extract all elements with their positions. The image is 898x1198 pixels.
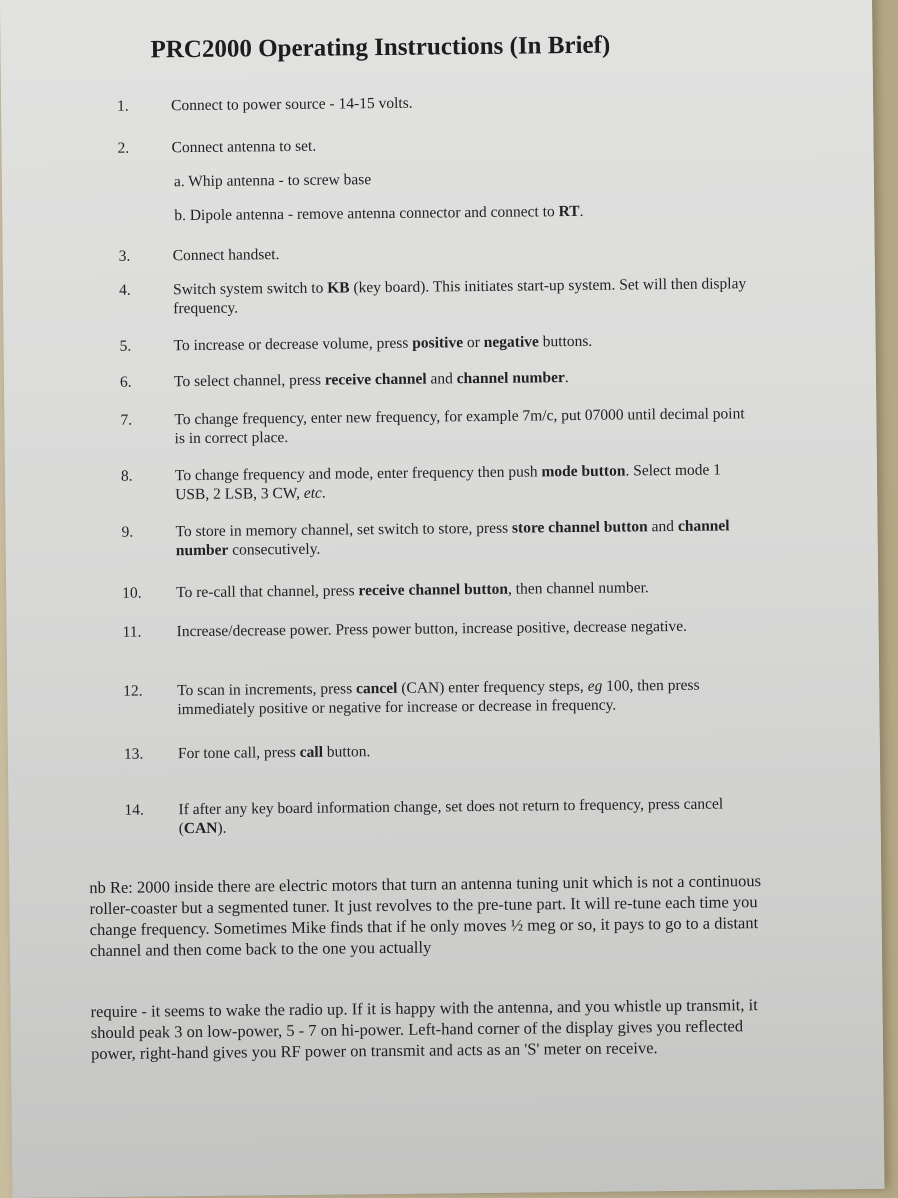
text-run: To change frequency, enter new frequency, for example 7m/c, put 07000 until decimal point is in correct place. — [174, 405, 745, 448]
text-run: b. Dipole antenna - remove antenna connector and connect to — [174, 203, 559, 225]
item-number: 4. — [118, 281, 131, 299]
text-run: To increase or decrease volume, press — [173, 334, 413, 355]
text-run: . — [579, 202, 584, 220]
list-item — [6, 577, 766, 602]
text-run: Connect handset. — [172, 246, 280, 265]
text-run: (key board). This initiates start-up system. Set will then display frequency. — [173, 275, 747, 318]
sub-item-dipole — [174, 203, 583, 225]
note-paragraph: require - it seems to wake the radio up. If it is happy with the antenna, and you whistle up transmit, it should peak 3 on low-power, 5 - 7 on hi-power. Left-hand corner of the display gives you reflected power, right-hand gives you RF power on transmit and acts as an 'S' meter on receive. — [90, 995, 758, 1064]
text-run: or — [462, 333, 484, 352]
list-item — [5, 460, 765, 504]
text-run: ). — [217, 819, 227, 837]
item-text — [178, 794, 753, 838]
bold-text: receive channel — [324, 370, 427, 389]
sub-item-whip — [174, 171, 371, 191]
item-number: 9. — [121, 523, 134, 541]
item-number: 8. — [120, 467, 133, 485]
item-text — [177, 616, 752, 641]
item-text — [176, 577, 751, 602]
item-number: 6. — [119, 373, 132, 391]
item-text — [175, 516, 750, 560]
text-run: Switch system switch to — [172, 279, 328, 299]
bold-text: store channel button — [511, 518, 648, 537]
list-item — [3, 274, 763, 318]
italic-text: etc — [303, 484, 322, 502]
list-item — [4, 330, 764, 355]
text-run: For tone call, press — [177, 743, 300, 763]
item-text — [175, 460, 750, 504]
text-run: button. — [322, 743, 371, 761]
list-item — [7, 616, 767, 641]
text-run: Connect antenna to set. — [171, 137, 317, 157]
text-run: . — [321, 484, 326, 502]
bold-text: cancel — [355, 679, 398, 698]
text-run: and — [426, 370, 457, 388]
page-title: PRC2000 Operating Instructions (In Brief) — [150, 31, 611, 64]
item-number: 12. — [123, 682, 143, 700]
list-item — [4, 366, 764, 391]
list-item — [4, 404, 764, 448]
text-run: To scan in increments, press — [177, 680, 357, 700]
bold-text: channel number — [175, 517, 730, 560]
bold-text: KB — [327, 279, 350, 297]
text-run: If after any key board information change, set does not return to frequency, press cancel ( — [178, 795, 724, 838]
bold-text: call — [299, 743, 324, 761]
text-run: (CAN) enter frequency steps, — [397, 677, 588, 697]
item-number: 3. — [118, 247, 131, 265]
bold-text: RT — [558, 202, 580, 221]
item-number: 1. — [117, 97, 129, 115]
text-run: To store in memory channel, set switch to store, press — [175, 519, 513, 541]
text-run: , then channel number. — [507, 579, 649, 598]
text-run: To change frequency and mode, enter frequency then push — [174, 463, 542, 485]
item-text — [178, 738, 753, 763]
item-text — [173, 240, 748, 265]
text-run: Connect to power source - 14-15 volts. — [171, 94, 413, 115]
text-run: 100, then press immediately positive or negative for increase or decrease in frequency. — [177, 676, 700, 719]
item-text — [174, 404, 749, 448]
text-run: Increase/decrease power. Press power button, increase positive, decrease negative. — [176, 617, 688, 641]
bold-text: receive channel button — [358, 580, 509, 600]
text-run: . Select mode 1 USB, 2 LSB, 3 CW, — [175, 461, 722, 504]
item-number: 5. — [119, 337, 132, 355]
bold-text: positive — [412, 334, 464, 352]
bold-text: mode button — [541, 462, 626, 481]
note-paragraph: nb Re: 2000 inside there are electric motors that turn an antenna tuning unit which is not a continuous roller-coaster but a segmented tuner. It just revolves to the pre-tune part. It will re-tune each time you change frequency. Sometimes Mike finds that if he only moves ½ meg or so, it pays to go to a distant channel and then come back to the one you actually — [89, 871, 762, 961]
list-item — [7, 675, 767, 719]
item-text — [177, 675, 752, 719]
item-text — [174, 366, 749, 391]
text-run: To re-call that channel, press — [176, 582, 359, 602]
bold-text: negative — [483, 333, 539, 351]
list-item — [8, 794, 768, 838]
list-item — [1, 90, 761, 115]
list-item — [8, 738, 768, 763]
text-run: . — [564, 369, 569, 387]
text-run: buttons. — [538, 332, 593, 351]
text-run: and — [647, 517, 678, 536]
list-item — [1, 132, 761, 157]
item-number: 2. — [117, 139, 130, 157]
text-run: To select channel, press — [173, 371, 325, 391]
item-number: 7. — [120, 411, 133, 429]
text-run: consecutively. — [228, 540, 321, 559]
text-run: a. Whip antenna - to screw base — [173, 171, 372, 191]
italic-text: eg — [587, 677, 603, 695]
item-text — [171, 132, 746, 157]
item-text — [171, 90, 746, 115]
bold-text: CAN — [183, 819, 218, 838]
list-item — [5, 516, 765, 560]
item-number: 14. — [124, 801, 144, 819]
item-number: 13. — [123, 745, 144, 763]
bold-text: channel number — [456, 369, 565, 388]
item-number: 11. — [122, 623, 142, 641]
item-text — [174, 330, 749, 355]
item-text — [173, 274, 748, 318]
list-item — [3, 240, 763, 265]
item-number: 10. — [122, 584, 142, 602]
